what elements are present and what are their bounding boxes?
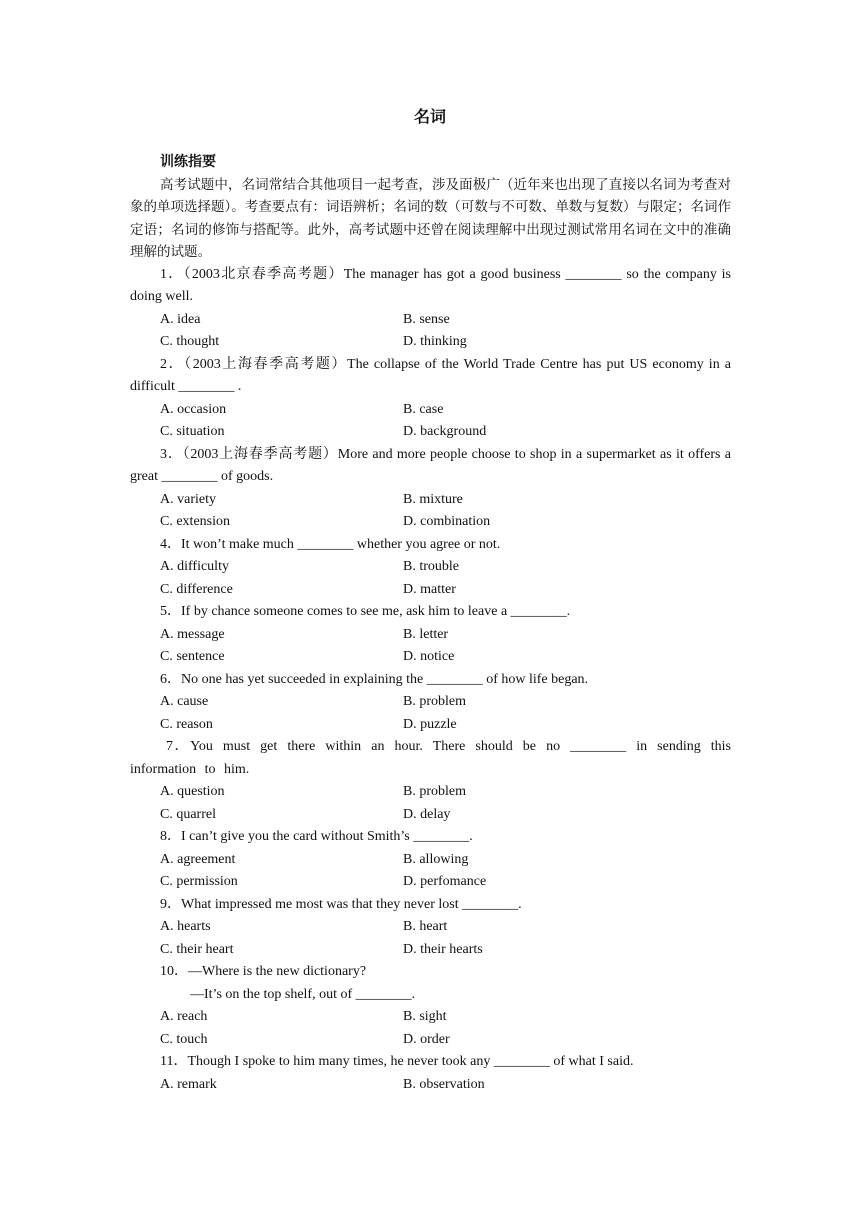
option: A. remark (160, 1076, 217, 1092)
option: A. cause (160, 694, 209, 709)
options-row (130, 421, 731, 444)
options-row (130, 511, 731, 534)
option: A. message (160, 626, 225, 642)
options-row (130, 624, 731, 647)
intro-paragraph: 高考试题中，名词常结合其他项目一起考查，涉及面极广（近年来也出现了直接以名词为考查对象的单项选择题）。考查要点有：词语辨析；名词的数（可数与不可数、单数与复数）与限定；名词作定语；名词的修饰与搭配等。此外，高考试题中还曾在阅读理解中出现过测试常用名词在文中的准确理解的试题。 (130, 176, 731, 260)
option: C. thought (160, 334, 220, 349)
option: A. question (160, 784, 225, 799)
options-row (130, 579, 731, 602)
option: D. background (403, 424, 487, 439)
option: A. difficulty (160, 559, 229, 574)
option: C. permission (160, 874, 238, 889)
options-row (130, 646, 731, 669)
option: D. notice (403, 649, 455, 664)
options-row (130, 781, 731, 804)
option: A. idea (160, 311, 201, 327)
option: B. case (403, 401, 444, 417)
options-row (130, 489, 731, 512)
option: D. matter (403, 581, 456, 597)
question-3: 3．（2003上海春季高考题）More and more people choose to shop in a supermarket as it offers a great ________ of goods. (130, 446, 731, 484)
option: D. thinking (403, 334, 467, 349)
option: A. occasion (160, 401, 227, 417)
option: B. problem (403, 694, 466, 709)
options-row (130, 556, 731, 579)
option: C. reason (160, 716, 213, 732)
options-row (130, 1029, 731, 1052)
options-row (130, 916, 731, 939)
option: D. delay (403, 806, 451, 822)
option: B. letter (403, 626, 449, 642)
option: C. sentence (160, 649, 225, 664)
question-10: 10．—Where is the new dictionary? (160, 964, 367, 979)
option: C. extension (160, 514, 230, 529)
options-row (130, 804, 731, 827)
option: A. agreement (160, 851, 236, 867)
option: C. their heart (160, 941, 234, 957)
option: D. puzzle (403, 716, 457, 732)
option: C. touch (160, 1031, 208, 1047)
question-2: 2．（2003上海春季高考题）The collapse of the World Trade Centre has put US economy in a difficult ________ . (130, 356, 731, 394)
option: B. sense (403, 311, 450, 327)
page-title: 名词 (413, 107, 446, 126)
options-row (130, 871, 731, 894)
options-row (130, 331, 731, 354)
question-9: 9．What impressed me most was that they never lost ________. (160, 896, 522, 912)
question-8: 8．I can’t give you the card without Smith’s ________. (160, 829, 473, 844)
options-row (130, 849, 731, 872)
option: A. variety (160, 491, 216, 507)
options-row (130, 1006, 731, 1029)
option: D. their hearts (403, 941, 483, 957)
option: D. combination (403, 514, 491, 529)
question-4: 4．It won’t make much ________ whether you agree or not. (160, 536, 501, 552)
options-row (130, 1074, 731, 1097)
question-10-reply: —It’s on the top shelf, out of ________. (190, 986, 416, 1002)
options-row (130, 939, 731, 962)
document-body (130, 151, 731, 1096)
question-1: 1．（2003北京春季高考题）The manager has got a good business ________ so the company is doing well. (130, 266, 731, 304)
option: B. allowing (403, 851, 469, 867)
option: B. observation (403, 1076, 485, 1092)
question-7: 7．You must get there within an hour. There should be no ________ in sending this information to him. (130, 739, 731, 777)
option: D. order (403, 1031, 450, 1047)
option: B. problem (403, 784, 466, 799)
question-5: 5．If by chance someone comes to see me, ask him to leave a ________. (160, 604, 571, 619)
option: B. sight (403, 1009, 447, 1024)
options-row (130, 399, 731, 422)
section-heading: 训练指要 (160, 154, 216, 170)
options-row (130, 309, 731, 332)
option: C. quarrel (160, 806, 216, 822)
option: B. trouble (403, 559, 459, 574)
options-row (130, 691, 731, 714)
option: C. situation (160, 424, 225, 439)
question-6: 6．No one has yet succeeded in explaining the ________ of how life began. (160, 671, 589, 687)
option: A. reach (160, 1009, 208, 1024)
question-11: 11．Though I spoke to him many times, he never took any ________ of what I said. (160, 1054, 634, 1069)
option: A. hearts (160, 919, 211, 934)
options-row (130, 714, 731, 737)
option: D. perfomance (403, 874, 487, 889)
option: C. difference (160, 581, 233, 597)
option: B. heart (403, 919, 448, 934)
option: B. mixture (403, 491, 463, 507)
